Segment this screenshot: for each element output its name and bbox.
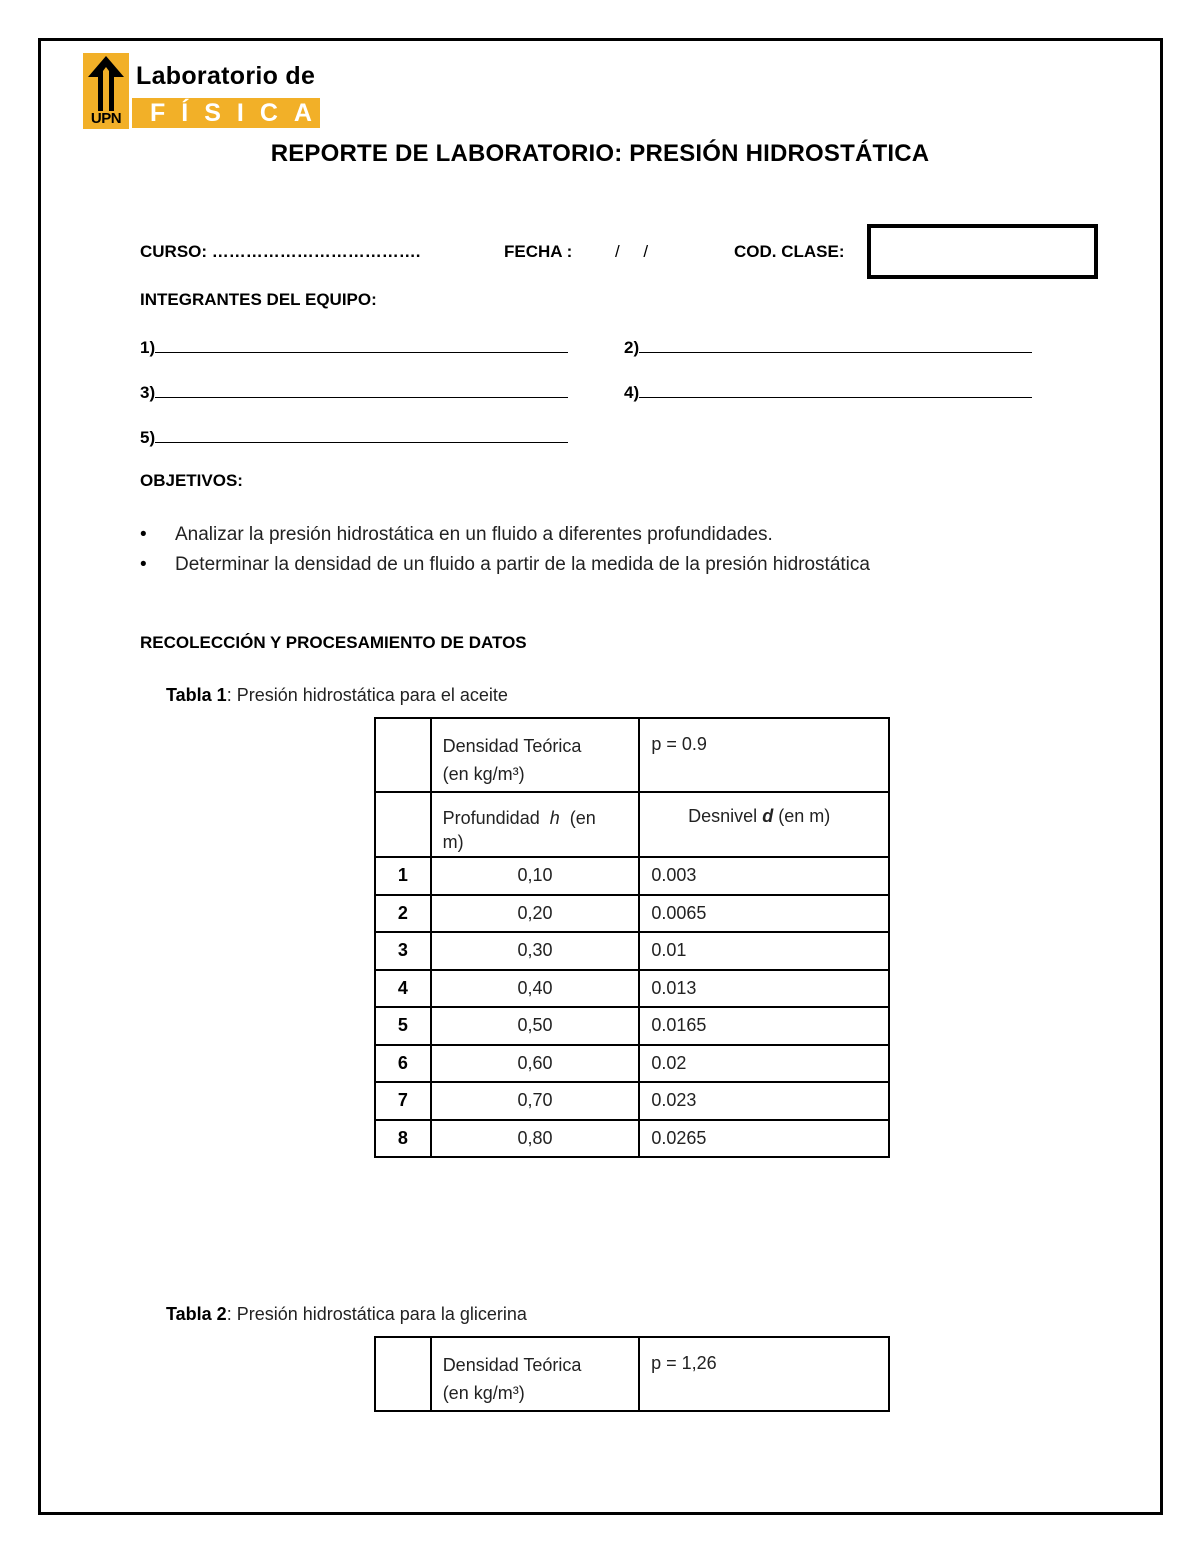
member-number: 3) [140,383,156,402]
member-blank [639,381,1032,398]
list-item: • Determinar la densidad de un fluido a partir de la medida de la presión hidrostática [140,550,870,580]
density-value: p = 1,26 [651,1353,717,1373]
row-number: 4 [375,970,431,1008]
member-line-5[interactable] [140,426,568,448]
col-h-symbol: h [549,808,560,828]
desnivel-cell: 0.01 [639,932,889,970]
table-row [375,1082,889,1120]
col-d-symbol: d [762,806,774,826]
member-number: 1) [140,338,156,357]
fecha-label: FECHA : [504,242,573,261]
table-cell [431,1337,639,1411]
depth-cell: 0,70 [431,1082,640,1120]
member-line-1[interactable] [140,336,568,358]
table-row [375,718,889,792]
logo-mark-text: UPN [90,110,122,127]
table-row [375,792,889,857]
fecha-field: / / [615,242,649,261]
density-label: Densidad Teórica [442,736,582,756]
table-row [375,970,889,1008]
col-h-label: Profundidad [442,808,540,828]
list-item: • Analizar la presión hidrostática en un fluido a diferentes profundidades. [140,520,870,550]
caption-text: : Presión hidrostática para la glicerina [226,1304,527,1324]
member-blank [639,336,1032,353]
objetivos-label: OBJETIVOS: [140,471,243,490]
curso-field: CURSO: ………………………………. [140,242,421,261]
integrantes-label: INTEGRANTES DEL EQUIPO: [140,290,377,309]
table-cell [639,718,889,792]
member-number: 4) [624,383,640,402]
member-blank [155,336,568,353]
desnivel-cell: 0.0065 [639,895,889,933]
row-number: 2 [375,895,431,933]
member-number: 5) [140,428,156,447]
arrow-logo-icon [83,53,129,113]
desnivel-cell: 0.0265 [639,1120,889,1158]
density-label: Densidad Teórica [442,1355,582,1375]
logo-title: Laboratorio de [136,62,316,90]
recoleccion-heading: RECOLECCIÓN Y PROCESAMIENTO DE DATOS [140,633,527,652]
table-cell [431,792,640,857]
depth-cell: 0,10 [431,857,640,895]
table1-caption [166,685,508,706]
page-title: REPORTE DE LABORATORIO: PRESIÓN HIDROSTÁTICA [270,140,930,167]
member-number: 2) [624,338,640,357]
table-row [375,932,889,970]
cod-clase-box[interactable] [867,224,1098,279]
col-d-unit: (en m) [778,806,831,826]
desnivel-cell: 0.02 [639,1045,889,1083]
col-h-unit-close: m) [442,832,464,852]
table-row [375,895,889,933]
member-blank [155,381,568,398]
table-row [375,857,889,895]
caption-text: : Presión hidrostática para el aceite [226,685,508,705]
table-row [375,1120,889,1158]
upn-logo [83,53,129,129]
depth-cell: 0,60 [431,1045,640,1083]
desnivel-cell: 0.013 [639,970,889,1008]
table-cell [639,792,889,857]
caption-label: Tabla 1 [166,685,227,705]
table1 [374,717,890,1158]
row-number: 1 [375,857,431,895]
member-line-2[interactable] [624,336,1032,358]
row-number: 7 [375,1082,431,1120]
row-number: 8 [375,1120,431,1158]
member-line-3[interactable] [140,381,568,403]
table2 [374,1336,890,1412]
table-row [375,1337,889,1411]
desnivel-cell: 0.0165 [639,1007,889,1045]
table-cell [639,1337,889,1411]
objetivos-list [140,520,870,580]
depth-cell: 0,40 [431,970,640,1008]
table-row [375,1045,889,1083]
row-number: 6 [375,1045,431,1083]
desnivel-cell: 0.003 [639,857,889,895]
density-unit: (en kg/m³) [442,764,525,784]
row-number: 3 [375,932,431,970]
table-cell [375,718,431,792]
density-value: p = 0.9 [651,734,707,754]
depth-cell: 0,80 [431,1120,640,1158]
col-h-unit-open: (en [569,808,596,828]
table2-caption [166,1304,527,1325]
member-line-4[interactable] [624,381,1032,403]
depth-cell: 0,50 [431,1007,640,1045]
table-cell [431,718,640,792]
depth-cell: 0,30 [431,932,640,970]
table-cell [375,792,431,857]
row-number: 5 [375,1007,431,1045]
col-d-label: Desnivel [688,806,758,826]
caption-label: Tabla 2 [166,1304,227,1324]
logo-band: FÍSICA [132,98,320,128]
table-cell [375,1337,431,1411]
desnivel-cell: 0.023 [639,1082,889,1120]
member-blank [155,426,568,443]
density-unit: (en kg/m³) [442,1383,525,1403]
depth-cell: 0,20 [431,895,640,933]
table-row [375,1007,889,1045]
cod-clase-label: COD. CLASE: [734,242,845,261]
